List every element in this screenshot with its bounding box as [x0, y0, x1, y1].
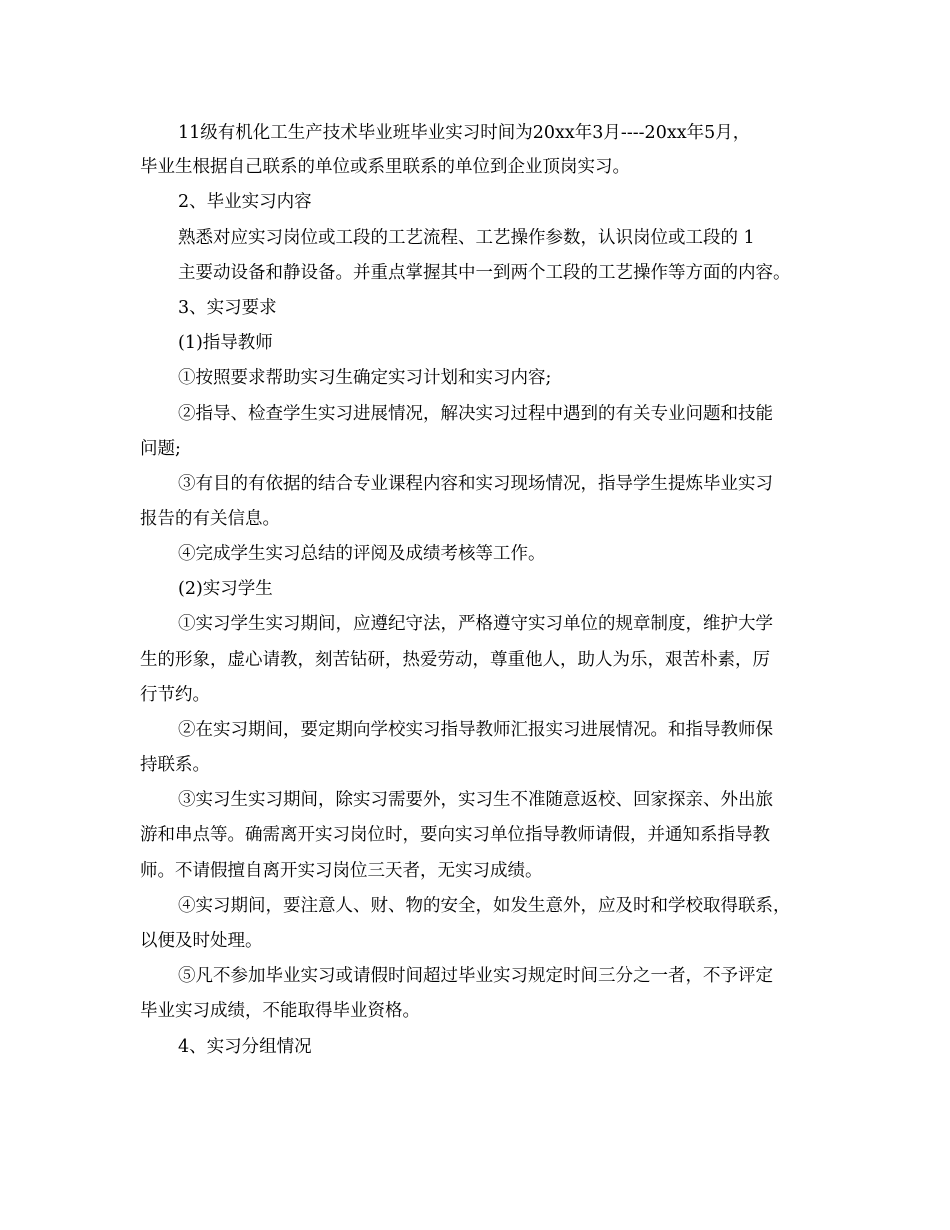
list-item: ④完成学生实习总结的评阅及成绩考核等工作。	[178, 544, 546, 564]
paragraph-line: 持联系。	[140, 755, 210, 775]
paragraph-line: 熟悉对应实习岗位或工段的工艺流程、工艺操作参数，认识岗位或工段的 1	[178, 228, 755, 248]
list-item: ②指导、检查学生实习进展情况，解决实习过程中遇到的有关专业问题和技能	[178, 404, 773, 424]
section-heading: 4、实习分组情况	[178, 1037, 312, 1057]
subsection-heading: (2)实习学生	[178, 579, 273, 599]
section-heading: 3、实习要求	[178, 298, 277, 318]
paragraph-line: 生的形象，虚心请教，刻苦钻研，热爱劳动，尊重他人，助人为乐，艰苦朴素，厉	[140, 650, 770, 670]
paragraph-line: 主要动设备和静设备。并重点掌握其中一到两个工段的工艺操作等方面的内容。	[178, 263, 791, 283]
list-item: ⑤凡不参加毕业实习或请假时间超过毕业实习规定时间三分之一者，不予评定	[178, 966, 773, 986]
list-item: ①按照要求帮助实习生确定实习计划和实习内容;	[178, 368, 552, 388]
paragraph-line: 毕业生根据自己联系的单位或系里联系的单位到企业顶岗实习。	[140, 157, 630, 177]
paragraph-line: 游和串点等。确需离开实习岗位时，要向实习单位指导教师请假，并通知系指导教	[140, 825, 770, 845]
paragraph-line: 师。不请假擅自离开实习岗位三天者，无实习成绩。	[140, 861, 543, 881]
paragraph-line: 11级有机化工生产技术毕业班毕业实习时间为20xx年3月----20xx年5月，	[178, 123, 751, 143]
paragraph-line: 行节约。	[140, 685, 210, 705]
paragraph-line: 毕业实习成绩，不能取得毕业资格。	[140, 1001, 420, 1021]
list-item: ③实习生实习期间，除实习需要外，实习生不准随意返校、回家探亲、外出旅	[178, 790, 773, 810]
paragraph-line: 问题;	[140, 439, 181, 459]
section-heading: 2、毕业实习内容	[178, 192, 312, 212]
paragraph-line: 报告的有关信息。	[140, 509, 280, 529]
paragraph-line: 以便及时处理。	[140, 931, 263, 951]
list-item: ①实习学生实习期间，应遵纪守法，严格遵守实习单位的规章制度，维护大学	[178, 614, 773, 634]
list-item: ③有目的有依据的结合专业课程内容和实习现场情况，指导学生提炼毕业实习	[178, 474, 773, 494]
list-item: ④实习期间，要注意人、财、物的安全，如发生意外，应及时和学校取得联系，	[178, 896, 791, 916]
subsection-heading: (1)指导教师	[178, 333, 273, 353]
list-item: ②在实习期间，要定期向学校实习指导教师汇报实习进展情况。和指导教师保	[178, 720, 773, 740]
